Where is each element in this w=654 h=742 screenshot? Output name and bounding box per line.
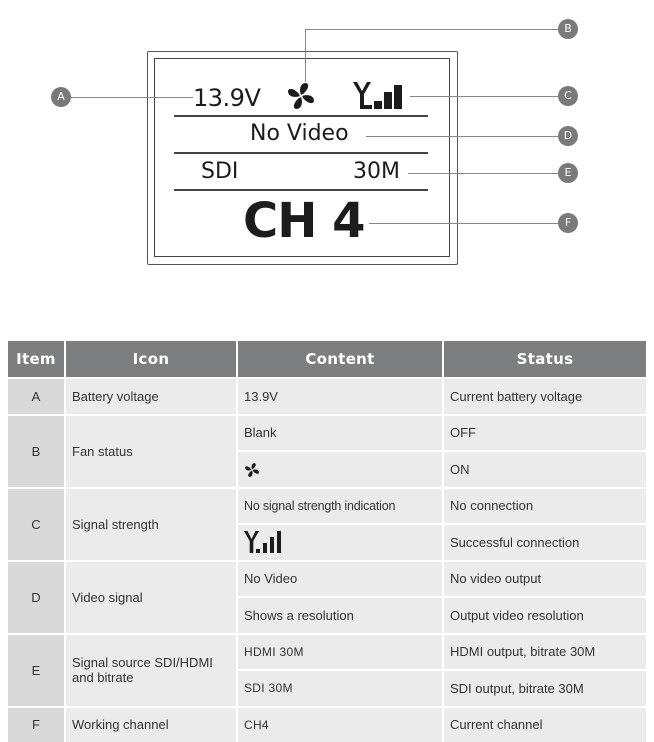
header-icon: Icon	[66, 341, 236, 377]
callout-badge-d: D	[558, 126, 578, 146]
content-cell	[238, 452, 442, 487]
leader-line-d	[366, 136, 558, 137]
item-cell: C	[8, 489, 64, 560]
content-cell	[238, 525, 442, 560]
status-cell: Output video resolution	[444, 598, 646, 633]
callout-badge-f: F	[558, 213, 578, 233]
lcd-divider	[174, 115, 428, 117]
legend-table	[6, 339, 648, 742]
icon-cell: Video signal	[66, 562, 236, 633]
content-cell: No Video	[238, 562, 442, 597]
icon-cell: Battery voltage	[66, 379, 236, 414]
item-cell: F	[8, 708, 64, 742]
lcd-signal-source: SDI	[201, 159, 239, 184]
callout-badge-a: A	[51, 87, 71, 107]
signal-strength-icon	[244, 531, 290, 553]
callout-badge-c: C	[558, 86, 578, 106]
status-cell: SDI output, bitrate 30M	[444, 671, 646, 706]
item-cell: B	[8, 416, 64, 487]
status-cell: Successful connection	[444, 525, 646, 560]
table-row	[8, 416, 646, 451]
content-cell: Shows a resolution	[238, 598, 442, 633]
lcd-divider	[174, 152, 428, 154]
fan-icon	[244, 462, 260, 478]
signal-strength-icon	[353, 82, 411, 109]
content-cell: HDMI 30M	[238, 635, 442, 670]
status-cell: Current battery voltage	[444, 379, 646, 414]
lcd-channel: CH 4	[243, 193, 365, 249]
content-cell: CH4	[238, 708, 442, 742]
content-cell: 13.9V	[238, 379, 442, 414]
table-row	[8, 708, 646, 742]
header-status: Status	[444, 341, 646, 377]
icon-cell: Signal source SDI/HDMI and bitrate	[66, 635, 236, 706]
leader-line-e	[408, 173, 558, 174]
table-header-row	[8, 341, 646, 377]
callout-badge-e: E	[558, 163, 578, 183]
icon-cell: Working channel	[66, 708, 236, 742]
item-cell: D	[8, 562, 64, 633]
status-cell: OFF	[444, 416, 646, 451]
icon-cell: Signal strength	[66, 489, 236, 560]
leader-line-b	[305, 29, 558, 30]
content-cell: Blank	[238, 416, 442, 451]
lcd-divider	[174, 189, 428, 191]
fan-icon	[286, 81, 316, 111]
lcd-voltage: 13.9V	[193, 84, 261, 112]
leader-line-f	[369, 223, 558, 224]
icon-cell: Fan status	[66, 416, 236, 487]
status-cell: No connection	[444, 489, 646, 524]
table-row	[8, 379, 646, 414]
status-cell: Current channel	[444, 708, 646, 742]
lcd-bitrate: 30M	[353, 159, 400, 184]
leader-line-c	[410, 96, 558, 97]
item-cell: A	[8, 379, 64, 414]
table-row	[8, 562, 646, 597]
status-cell: HDMI output, bitrate 30M	[444, 635, 646, 670]
table-row	[8, 635, 646, 670]
table-row	[8, 489, 646, 524]
status-cell: No video output	[444, 562, 646, 597]
leader-line-b-vertical	[305, 29, 306, 82]
item-cell: E	[8, 635, 64, 706]
content-cell: No signal strength indication	[238, 489, 442, 524]
lcd-video-status: No Video	[250, 121, 349, 146]
header-item: Item	[8, 341, 64, 377]
status-cell: ON	[444, 452, 646, 487]
lcd-diagram	[0, 0, 654, 300]
content-cell: SDI 30M	[238, 671, 442, 706]
callout-badge-b: B	[558, 19, 578, 39]
leader-line-a	[70, 97, 193, 98]
header-content: Content	[238, 341, 442, 377]
